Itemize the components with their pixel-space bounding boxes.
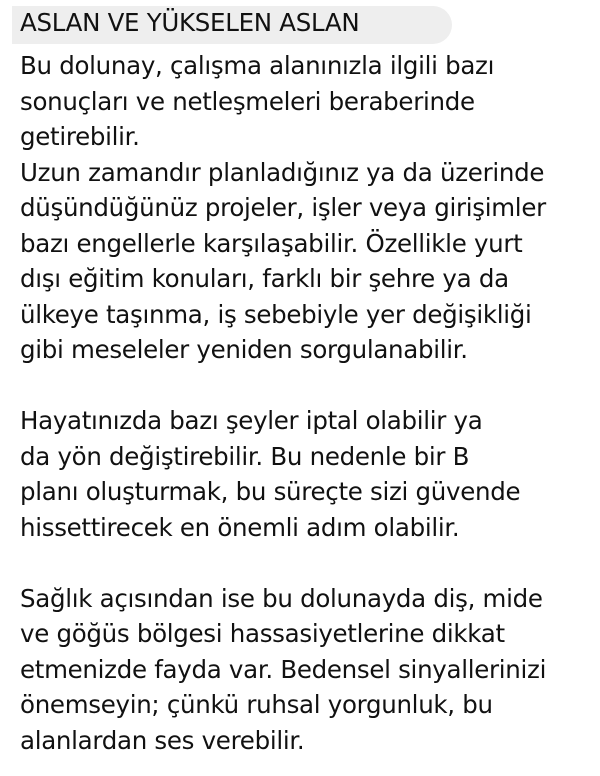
text-line: önemseyin; çünkü ruhsal yorgunluk, bu — [20, 690, 493, 719]
text-line: hissettirecek en önemli adım olabilir. — [20, 512, 460, 542]
text-line: ülkeye taşınma, iş sebebiyle yer değişikliği — [20, 299, 532, 329]
text-line: alanlardan ses verebilir. — [20, 725, 305, 755]
text-line: Sağlık açısından ise bu dolunayda diş, mide — [20, 583, 543, 613]
text-line: Uzun zamandır planladığınız ya da üzerinde — [20, 157, 545, 187]
text-line: da yön değiştirebilir. Bu nedenle bir B — [20, 441, 470, 471]
text-line: etmenizde fayda var. Bedensel sinyallerinizi — [20, 654, 547, 684]
text-line: sonuçları ve netleşmeleri beraberinde — [20, 86, 475, 116]
text-line: Hayatınızda bazı şeyler iptal olabilir ya — [20, 406, 483, 435]
paragraph-plan-b — [20, 403, 592, 545]
text-line: Bu dolunay, çalışma alanınızla ilgili bazı — [20, 51, 495, 80]
text-line: gibi meseleler yeniden sorgulanabilir. — [20, 335, 468, 364]
text-line: bazı engellerle karşılaşabilir. Özellikle yurt — [20, 228, 523, 258]
text-line: ve göğüs bölgesi hassasiyetlerine dikkat — [20, 619, 505, 648]
page-title: ASLAN VE YÜKSELEN ASLAN — [20, 8, 360, 37]
text-line: dışı eğitim konuları, farklı bir şehre ya da — [20, 264, 509, 293]
text-line: planı oluşturmak, bu süreçte sizi güvende — [20, 477, 521, 506]
article-body — [20, 48, 592, 758]
text-line: getirebilir. — [20, 122, 140, 151]
text-line: düşündüğünüz projeler, işler veya girişimler — [20, 193, 546, 222]
paragraph-health — [20, 581, 592, 759]
paragraph-work — [20, 48, 592, 368]
